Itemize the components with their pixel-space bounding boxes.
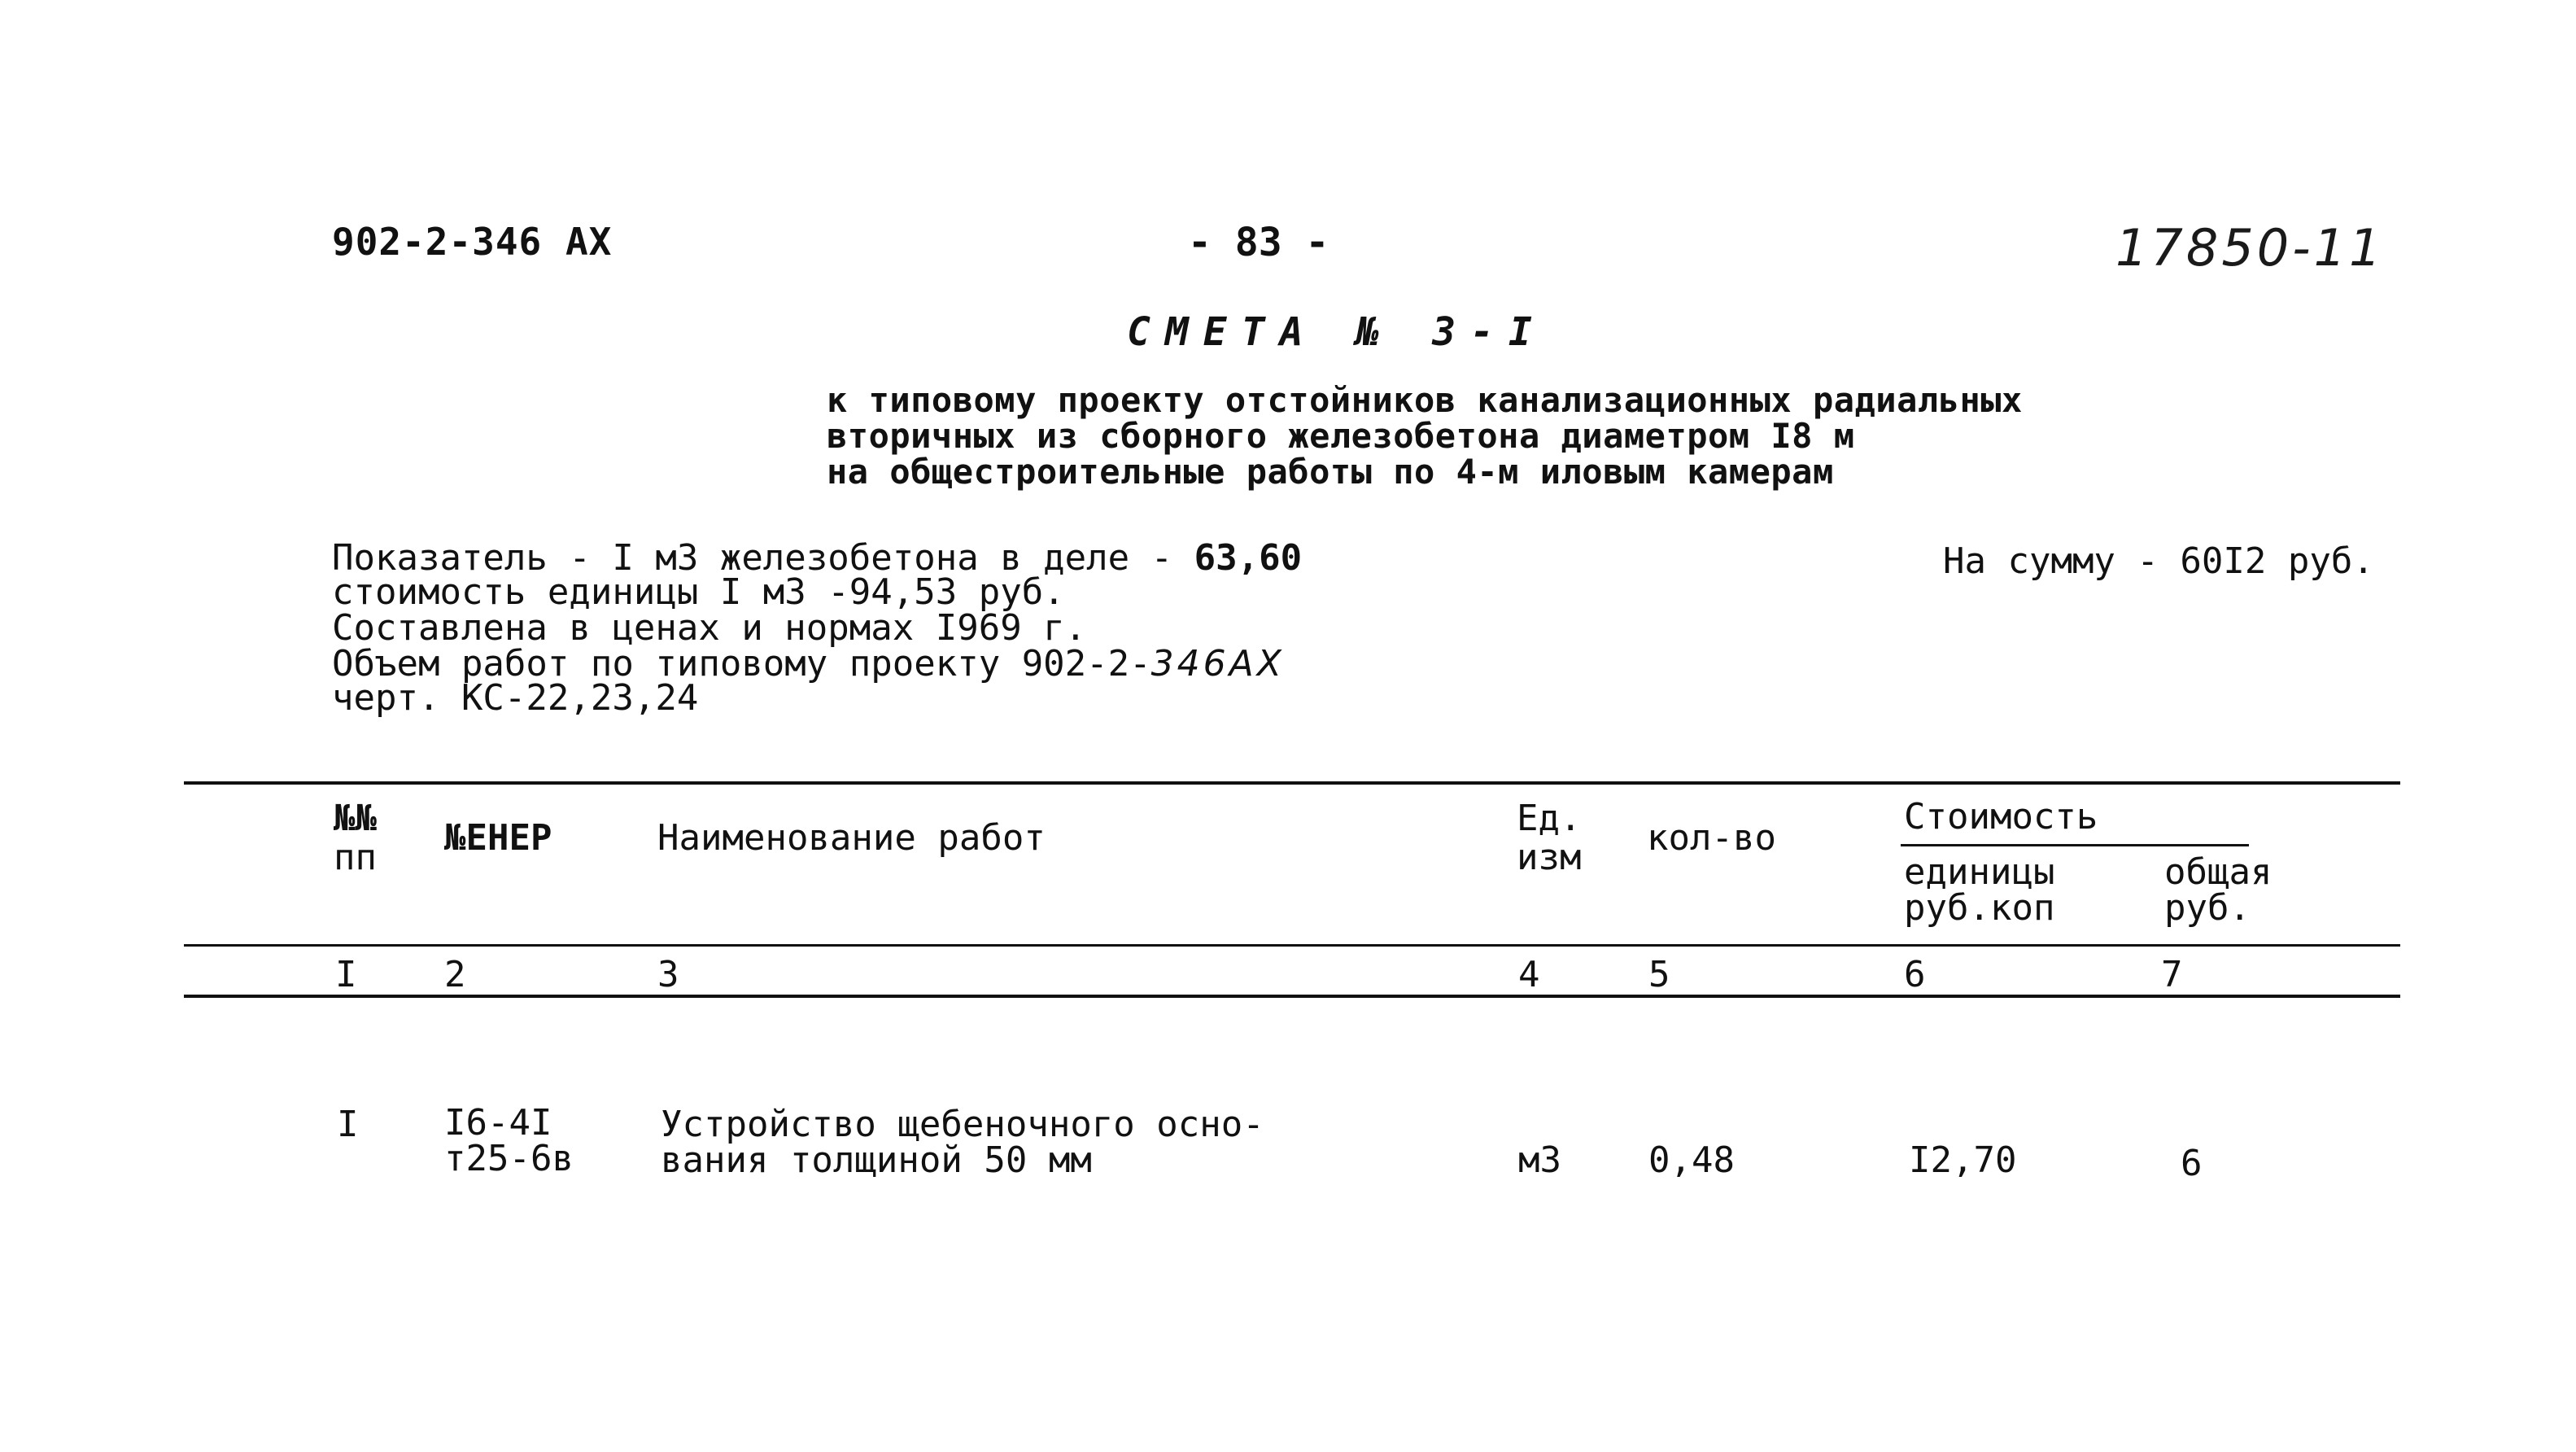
handwritten-archive-number: 17850-11 [2115, 218, 2385, 278]
column-number: 5 [1648, 954, 1670, 995]
row-code-sub: т25-6в [444, 1138, 574, 1179]
document-code: 902-2-346 АХ [332, 220, 613, 264]
header-num-sub: пп [334, 837, 377, 878]
total-sum: На сумму - 60I2 руб. [1943, 540, 2374, 582]
page-number: - 83 - [1188, 220, 1329, 265]
row-number: I [337, 1104, 359, 1145]
subtitle-line: на общестроительные работы по 4-м иловым камерам [827, 452, 1834, 492]
header-work-name: Наименование работ [657, 817, 1046, 859]
column-number: 6 [1904, 954, 1926, 995]
column-number: 4 [1518, 954, 1540, 995]
indicator-value: 63,60 [1194, 537, 1303, 579]
header-cost-unit-sub: руб.коп [1904, 887, 2055, 929]
column-number: 3 [657, 954, 679, 995]
document-title: СМЕТА № 3-I [1127, 309, 1547, 355]
row-code: I6-4I [444, 1102, 552, 1144]
header-cost-total-sub: руб. [2164, 887, 2251, 929]
indicator-label: Показатель - I м3 железобетона в деле - [332, 537, 1173, 579]
header-num: №№ [334, 798, 377, 839]
header-cost: Стоимость [1904, 796, 2098, 838]
row-unit: м3 [1518, 1139, 1561, 1181]
subtitle-line: вторичных из сборного железобетона диаметром I8 м [827, 416, 1855, 456]
work-volume-label: Объем работ по типовому проекту 902-2- [332, 643, 1151, 684]
cost-header-rule [1901, 844, 2249, 846]
header-ener: №ЕНЕР [444, 817, 552, 859]
row-work-name: Устройство щебеночного осно- [661, 1104, 1264, 1145]
work-volume-handwritten: 346АХ [1150, 643, 1285, 684]
table-header-rule [184, 944, 2400, 947]
drawings-line: черт. КС-22,23,24 [332, 677, 699, 719]
header-unit-sub: изм [1517, 837, 1582, 878]
column-number: 7 [2161, 954, 2183, 995]
row-work-name-cont: вания толщиной 50 мм [661, 1139, 1092, 1181]
subtitle-line: к типовому проекту отстойников канализационных радиальных [827, 380, 2023, 420]
header-cost-unit: единицы [1904, 851, 2055, 893]
header-cost-total: общая [2164, 851, 2273, 893]
row-total-cost: 6 [2181, 1143, 2203, 1184]
table-column-number-rule [184, 995, 2400, 998]
table-top-rule [184, 781, 2400, 785]
column-number: 2 [444, 954, 466, 995]
unit-cost-line: стоимость единицы I м3 -94,53 руб. [332, 571, 1065, 613]
row-unit-price: I2,70 [1909, 1139, 2017, 1181]
row-quantity: 0,48 [1648, 1139, 1735, 1181]
header-unit: Ед. [1517, 798, 1582, 839]
prices-year-line: Составлена в ценах и нормах I969 г. [332, 607, 1087, 649]
column-number: I [335, 954, 357, 995]
header-quantity: кол-во [1647, 817, 1776, 859]
